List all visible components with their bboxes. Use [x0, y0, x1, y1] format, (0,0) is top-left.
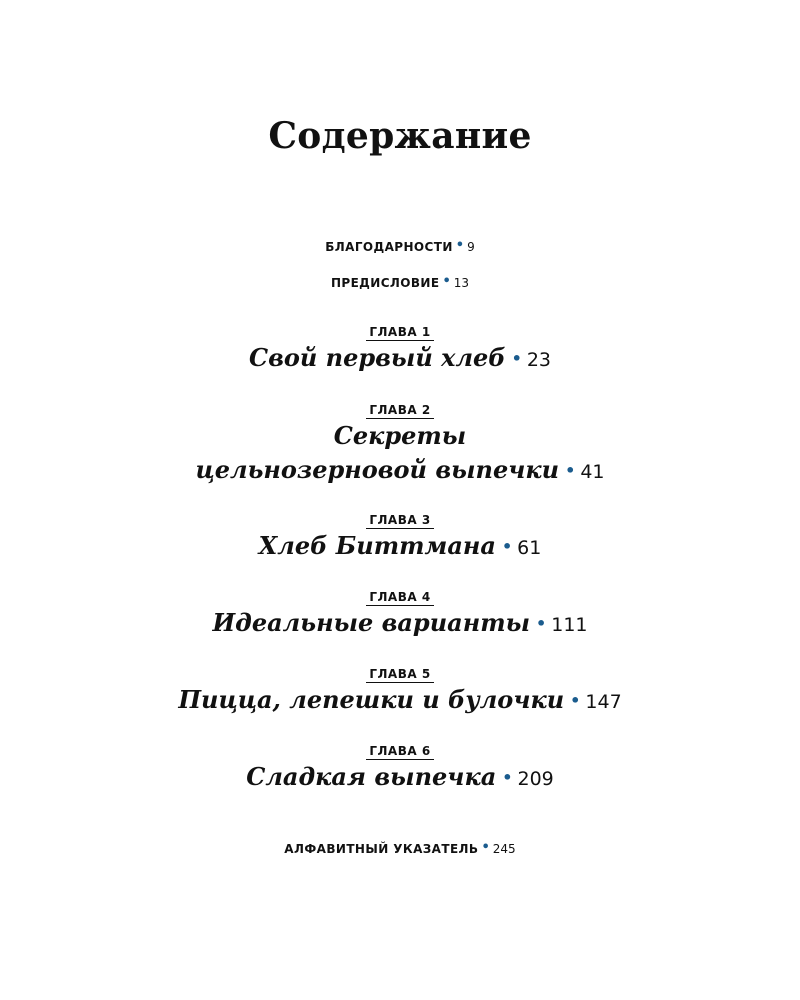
bullet-separator: •: [511, 349, 522, 368]
chapter-title: [0, 760, 800, 797]
chapter-page-number: 111: [551, 614, 588, 636]
toc-entry-index[interactable]: [0, 838, 800, 857]
chapter-title: [0, 606, 800, 643]
toc-entry-page: 9: [467, 240, 475, 254]
toc-chapter-4[interactable]: [0, 588, 800, 643]
toc-entry-label: БЛАГОДАРНОСТИ: [325, 240, 453, 254]
chapter-title-line-2: [0, 453, 800, 490]
toc-entry-acknowledgements[interactable]: [0, 236, 800, 255]
bullet-separator: •: [502, 768, 513, 787]
chapter-title-text: Хлеб Биттмана: [258, 531, 496, 560]
bullet-separator: •: [570, 691, 581, 710]
toc-entry-label: ПРЕДИСЛОВИЕ: [330, 276, 440, 290]
chapter-title-text: Пицца, лепешки и булочки: [178, 685, 565, 714]
chapter-title-text: цельнозерновой выпечки: [195, 455, 560, 484]
chapter-title-text: Идеальные варианты: [212, 608, 531, 637]
chapter-title-text: Свой первый хлеб: [248, 343, 506, 372]
chapter-label: ГЛАВА 5: [366, 667, 433, 683]
chapter-page-number: 41: [580, 461, 605, 483]
toc-entry-foreword[interactable]: [0, 272, 800, 291]
bullet-separator: •: [442, 274, 451, 289]
chapter-title-text: Секреты: [333, 421, 467, 450]
toc-chapter-3[interactable]: [0, 511, 800, 566]
chapter-title-text: Сладкая выпечка: [246, 762, 497, 791]
toc-chapter-1[interactable]: [0, 323, 800, 378]
bullet-separator: •: [536, 614, 547, 633]
toc-entry-label: АЛФАВИТНЫЙ УКАЗАТЕЛЬ: [284, 842, 479, 856]
toc-chapter-6[interactable]: [0, 742, 800, 797]
bullet-separator: •: [501, 537, 513, 556]
toc-chapter-5[interactable]: [0, 665, 800, 720]
toc-entry-page: 245: [492, 842, 516, 856]
toc-entry-page: 13: [453, 276, 470, 290]
chapter-label: ГЛАВА 6: [366, 744, 433, 760]
page-title: Содержание: [268, 115, 532, 157]
chapter-title-line-1: [0, 419, 800, 453]
bullet-separator: •: [481, 840, 490, 855]
chapter-title: [0, 529, 800, 566]
chapter-title: [0, 341, 800, 378]
chapter-page-number: 23: [526, 349, 552, 371]
toc-chapter-2[interactable]: [0, 401, 800, 490]
chapter-label: ГЛАВА 3: [366, 513, 433, 529]
chapter-label: ГЛАВА 4: [366, 590, 433, 606]
chapter-page-number: 147: [585, 691, 622, 713]
chapter-page-number: 209: [517, 768, 554, 790]
bullet-separator: •: [455, 238, 465, 253]
chapter-title: [0, 683, 800, 720]
bullet-separator: •: [565, 461, 576, 480]
chapter-label: ГЛАВА 1: [366, 325, 433, 341]
chapter-page-number: 61: [517, 537, 542, 559]
chapter-label: ГЛАВА 2: [366, 403, 433, 419]
